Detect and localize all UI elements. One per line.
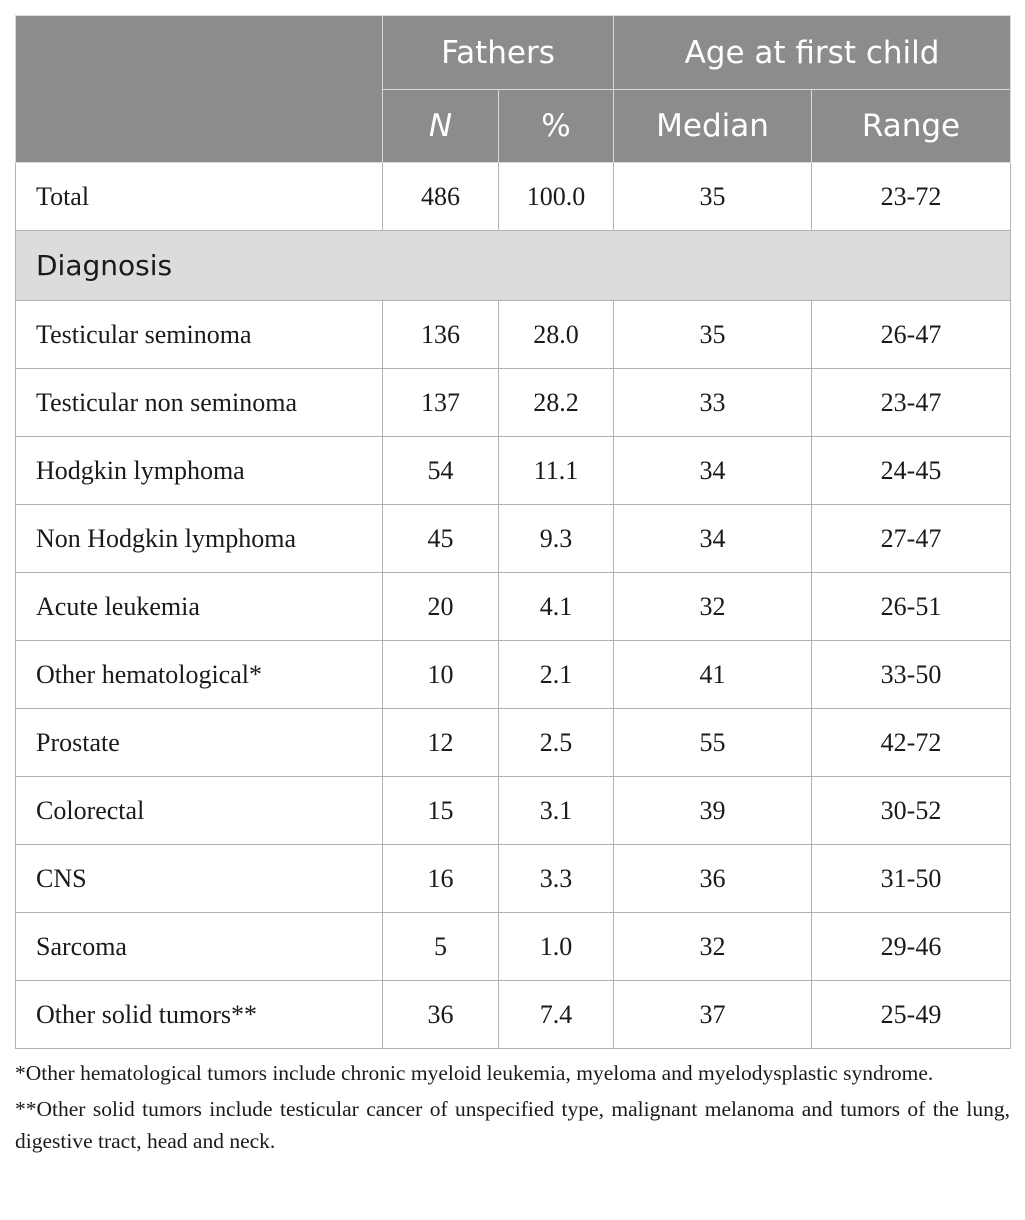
row-label: Other hematological* [16,641,383,709]
row-percent: 28.0 [499,301,614,369]
row-n: 20 [383,573,499,641]
header-median: Median [614,90,812,163]
footnote-hematological: *Other hematological tumors include chronic myeloid leukemia, myeloma and myelodysplastic syndrome. [15,1061,934,1085]
section-label: Diagnosis [16,231,1011,301]
row-label: Testicular non seminoma [16,369,383,437]
row-range: 26-51 [812,573,1011,641]
row-n: 45 [383,505,499,573]
table-row [16,369,1011,437]
row-label: Non Hodgkin lymphoma [16,505,383,573]
total-label: Total [16,163,383,231]
footnotes [15,1057,1010,1157]
table-row [16,301,1011,369]
table-row [16,913,1011,981]
section-row-diagnosis [16,231,1011,301]
header-n: N [383,90,499,163]
header-row-groups [16,16,1011,90]
row-percent: 7.4 [499,981,614,1049]
row-median: 36 [614,845,812,913]
row-median: 35 [614,301,812,369]
row-range: 29-46 [812,913,1011,981]
row-range: 42-72 [812,709,1011,777]
table-row [16,505,1011,573]
total-row [16,163,1011,231]
row-label: Prostate [16,709,383,777]
row-range: 33-50 [812,641,1011,709]
row-range: 24-45 [812,437,1011,505]
total-percent: 100.0 [499,163,614,231]
header-range: Range [812,90,1011,163]
table-row [16,641,1011,709]
table-row [16,437,1011,505]
row-median: 41 [614,641,812,709]
header-empty-cell [16,16,383,163]
row-percent: 2.5 [499,709,614,777]
row-n: 12 [383,709,499,777]
row-n: 15 [383,777,499,845]
row-median: 33 [614,369,812,437]
row-percent: 3.1 [499,777,614,845]
row-percent: 2.1 [499,641,614,709]
row-range: 31-50 [812,845,1011,913]
row-range: 23-47 [812,369,1011,437]
header-age-at-first-child: Age at first child [614,16,1011,90]
row-n: 136 [383,301,499,369]
total-n: 486 [383,163,499,231]
row-n: 36 [383,981,499,1049]
row-percent: 11.1 [499,437,614,505]
row-label: Acute leukemia [16,573,383,641]
row-label: Testicular seminoma [16,301,383,369]
header-percent: % [499,90,614,163]
row-label: CNS [16,845,383,913]
footnote-solid-tumors: **Other solid tumors include testicular cancer of unspecified type, malignant melanoma and tumors of the lung, digestive tract, head and neck. [15,1097,1010,1153]
table-row [16,573,1011,641]
data-table [15,15,1011,1049]
row-median: 32 [614,573,812,641]
row-n: 54 [383,437,499,505]
row-range: 27-47 [812,505,1011,573]
table-header [16,16,1011,163]
table-row [16,709,1011,777]
row-percent: 4.1 [499,573,614,641]
table-body [16,163,1011,1049]
table-container [15,15,1010,1161]
row-label: Hodgkin lymphoma [16,437,383,505]
row-median: 34 [614,437,812,505]
table-row [16,981,1011,1049]
row-median: 39 [614,777,812,845]
row-n: 10 [383,641,499,709]
total-median: 35 [614,163,812,231]
row-percent: 28.2 [499,369,614,437]
row-median: 34 [614,505,812,573]
row-percent: 3.3 [499,845,614,913]
row-label: Colorectal [16,777,383,845]
row-percent: 9.3 [499,505,614,573]
row-percent: 1.0 [499,913,614,981]
header-fathers: Fathers [383,16,614,90]
row-n: 5 [383,913,499,981]
row-n: 137 [383,369,499,437]
row-range: 25-49 [812,981,1011,1049]
table-row [16,845,1011,913]
row-label: Other solid tumors** [16,981,383,1049]
row-label: Sarcoma [16,913,383,981]
row-range: 30-52 [812,777,1011,845]
row-median: 55 [614,709,812,777]
total-range: 23-72 [812,163,1011,231]
row-range: 26-47 [812,301,1011,369]
row-n: 16 [383,845,499,913]
row-median: 32 [614,913,812,981]
row-median: 37 [614,981,812,1049]
table-row [16,777,1011,845]
